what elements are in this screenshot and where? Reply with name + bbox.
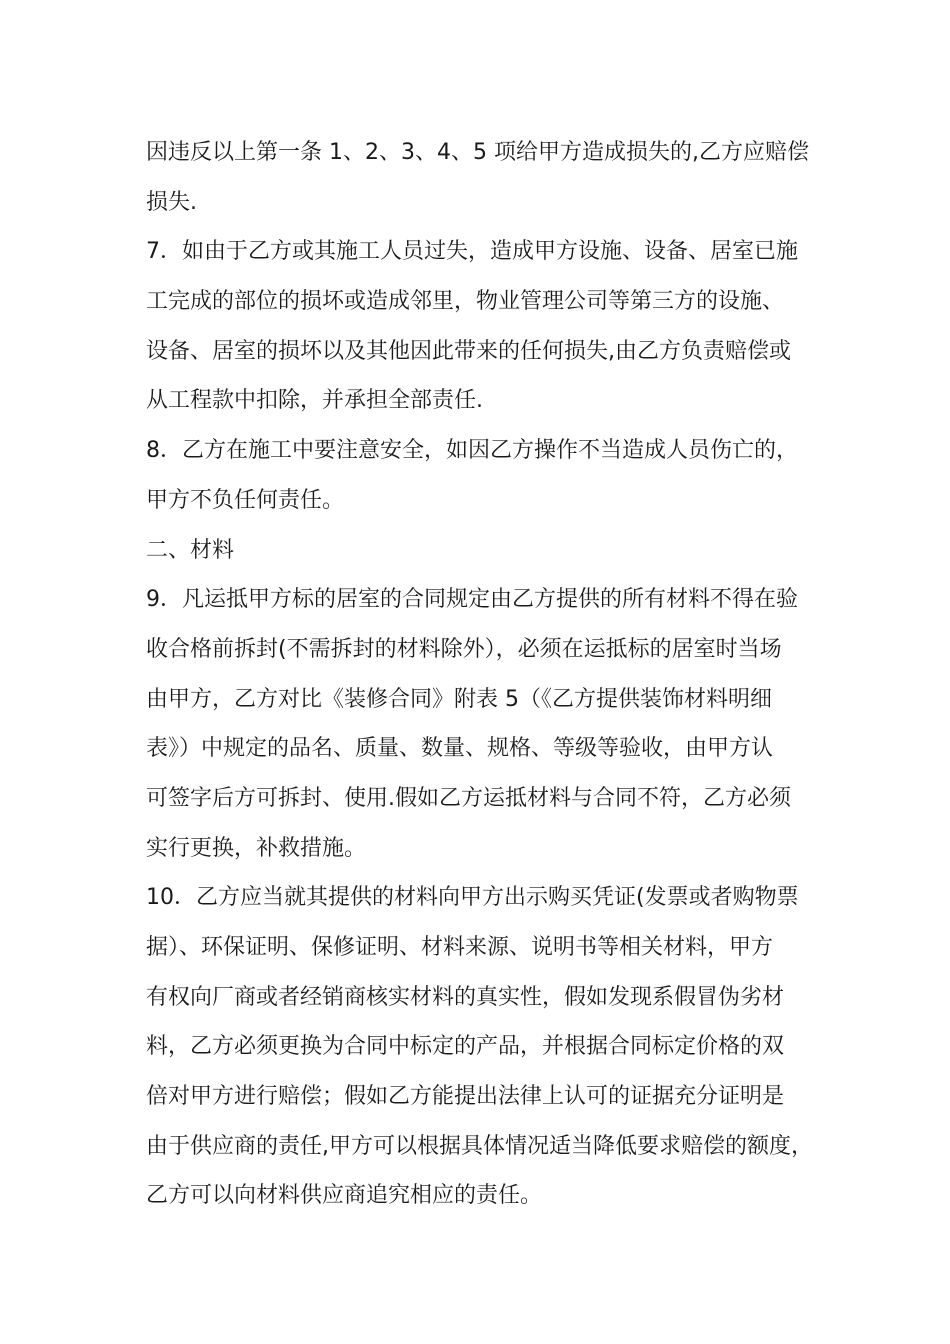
text-line: 9．凡运抵甲方标的居室的合同规定由乙方提供的所有材料不得在验: [146, 587, 798, 613]
document-body: [146, 128, 826, 1221]
text-line: 有权向厂商或者经销商核实材料的真实性，假如发现系假冒伪劣材: [146, 984, 785, 1010]
text-line: 从工程款中扣除，并承担全部责任.: [146, 388, 483, 414]
text-line: 损失.: [146, 189, 197, 215]
text-line: 料，乙方必须更换为合同中标定的产品，并根据合同标定价格的双: [146, 1034, 785, 1060]
text-line: 实行更换，补救措施。: [146, 835, 367, 861]
text-line: 甲方不负任何责任。: [146, 487, 345, 513]
text-line: 因违反以上第一条 1、2、3、4、5 项给甲方造成损失的,乙方应赔偿: [146, 140, 809, 165]
text-line: 表》）中规定的品名、质量、数量、规格、等级等验收，由甲方认: [146, 736, 774, 762]
text-line: 10．乙方应当就其提供的材料向甲方出示购买凭证(发票或者购物票: [146, 885, 799, 911]
text-line: 乙方可以向材料供应商追究相应的责任。: [146, 1183, 543, 1209]
text-line: 据）、环保证明、保修证明、材料来源、说明书等相关材料，甲方: [146, 935, 774, 960]
text-line: 7．如由于乙方或其施工人员过失，造成甲方设施、设备、居室已施: [146, 239, 798, 265]
text-line: 由于供应商的责任,甲方可以根据具体情况适当降低要求赔偿的额度，: [146, 1133, 813, 1159]
text-line: 收合格前拆封(不需拆封的材料除外），必须在运抵标的居室时当场: [146, 636, 782, 662]
text-line: 由甲方，乙方对比《装修合同》附表 5（《乙方提供装饰材料明细: [146, 686, 772, 712]
text-line: 设备、居室的损坏以及其他因此带来的任何损失,由乙方负责赔偿或: [146, 338, 791, 364]
text-line: 工完成的部位的损坏或造成邻里，物业管理公司等第三方的设施、: [146, 289, 785, 315]
text-line: 可签字后方可拆封、使用.假如乙方运抵材料与合同不符，乙方必须: [146, 785, 791, 811]
text-line: 倍对甲方进行赔偿；假如乙方能提出法律上认可的证据充分证明是: [146, 1084, 785, 1110]
text-line: 8．乙方在施工中要注意安全，如因乙方操作不当造成人员伤亡的，: [146, 438, 798, 464]
section-heading: 二、材料: [146, 537, 235, 563]
